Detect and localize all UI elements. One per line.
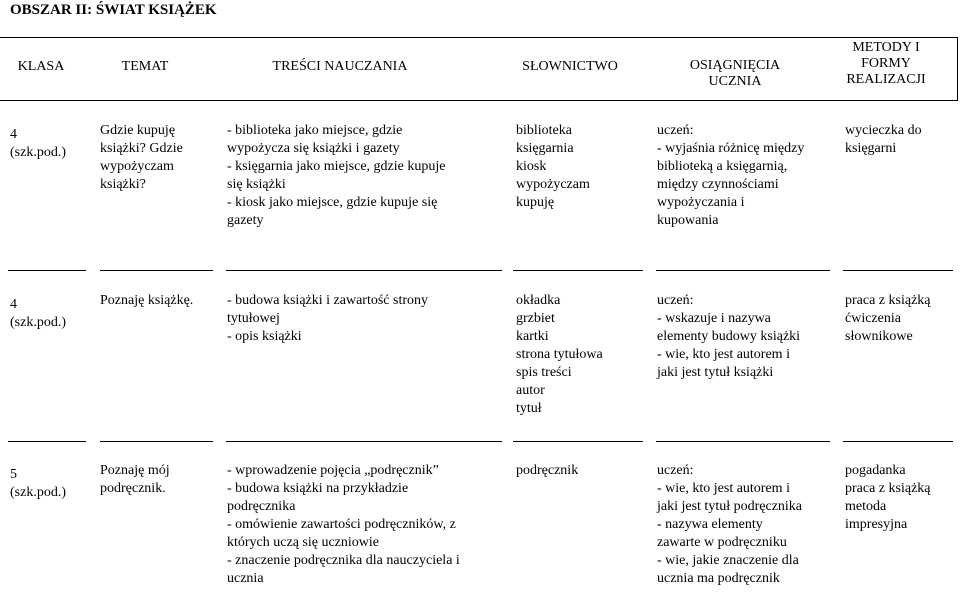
page-title: OBSZAR II: ŚWIAT KSIĄŻEK <box>10 2 217 18</box>
separator-line <box>8 441 86 442</box>
separator-line <box>100 441 213 442</box>
header-slownictwo: SŁOWNICTWO <box>522 59 618 74</box>
separator-line <box>8 270 86 271</box>
separator-line <box>100 270 213 271</box>
row3-klasa: 5 (szk.pod.) <box>10 467 66 500</box>
header-tresci: TREŚCI NAUCZANIA <box>272 59 408 74</box>
separator-line <box>513 270 643 271</box>
header-osiagniecia: OSIĄGNIĘCIA UCZNIA <box>689 58 781 89</box>
row1-tresci: - biblioteka jako miejsce, gdzie wypożycza się książki i gazety - księgarnia jako miejsce, gdzie kupuje się książki - kiosk jako miejsce, gdzie kupuje się gazety <box>227 123 446 228</box>
row3-temat: Poznaję mój podręcznik. <box>100 463 170 496</box>
row2-temat: Poznaję książkę. <box>100 293 194 308</box>
row1-slownictwo: biblioteka księgarnia kiosk wypożyczam kupuję <box>516 123 590 210</box>
row3-metody: pogadanka praca z książką metoda impresyjna <box>845 463 931 532</box>
separator-line <box>226 441 502 442</box>
row1-temat: Gdzie kupuję książki? Gdzie wypożyczam książki? <box>100 123 183 192</box>
header-klasa: KLASA <box>17 59 65 74</box>
separator-line <box>843 270 953 271</box>
separator-line <box>843 441 953 442</box>
row1-klasa: 4 (szk.pod.) <box>10 127 66 160</box>
separator-line <box>656 441 830 442</box>
separator-line <box>656 270 830 271</box>
separator-line <box>513 441 643 442</box>
row3-tresci: - wprowadzenie pojęcia „podręcznik” - budowa książki na przykładzie podręcznika - omówienie zawartości podręczników, z których uczą się uczniowie - znaczenie podręcznika dla nauczyciela i ucznia <box>227 463 460 586</box>
row2-metody: praca z książką ćwiczenia słownikowe <box>845 293 931 344</box>
row2-klasa: 4 (szk.pod.) <box>10 297 66 330</box>
row1-metody: wycieczka do księgarni <box>845 123 922 156</box>
separator-line <box>226 270 502 271</box>
header-temat: TEMAT <box>121 59 169 74</box>
row3-osiagniecia: uczeń: - wie, kto jest autorem i jaki jest tytuł podręcznika - nazywa elementy zawarte w podręczniku - wie, jakie znaczenie dla ucznia ma podręcznik <box>657 463 803 586</box>
header-metody: METODY I FORMY REALIZACJI <box>846 40 926 87</box>
table-header <box>0 37 958 101</box>
row3-slownictwo: podręcznik <box>516 463 579 478</box>
row2-osiagniecia: uczeń: - wskazuje i nazywa elementy budowy książki - wie, kto jest autorem i jaki jest tytuł książki <box>657 293 801 380</box>
row2-slownictwo: okładka grzbiet kartki strona tytułowa spis treści autor tytuł <box>516 293 603 416</box>
row1-osiagniecia: uczeń: - wyjaśnia różnicę między biblioteką a księgarnią, między czynnościami wypożyczania i kupowania <box>657 123 805 228</box>
row2-tresci: - budowa książki i zawartość strony tytułowej - opis książki <box>227 293 428 344</box>
